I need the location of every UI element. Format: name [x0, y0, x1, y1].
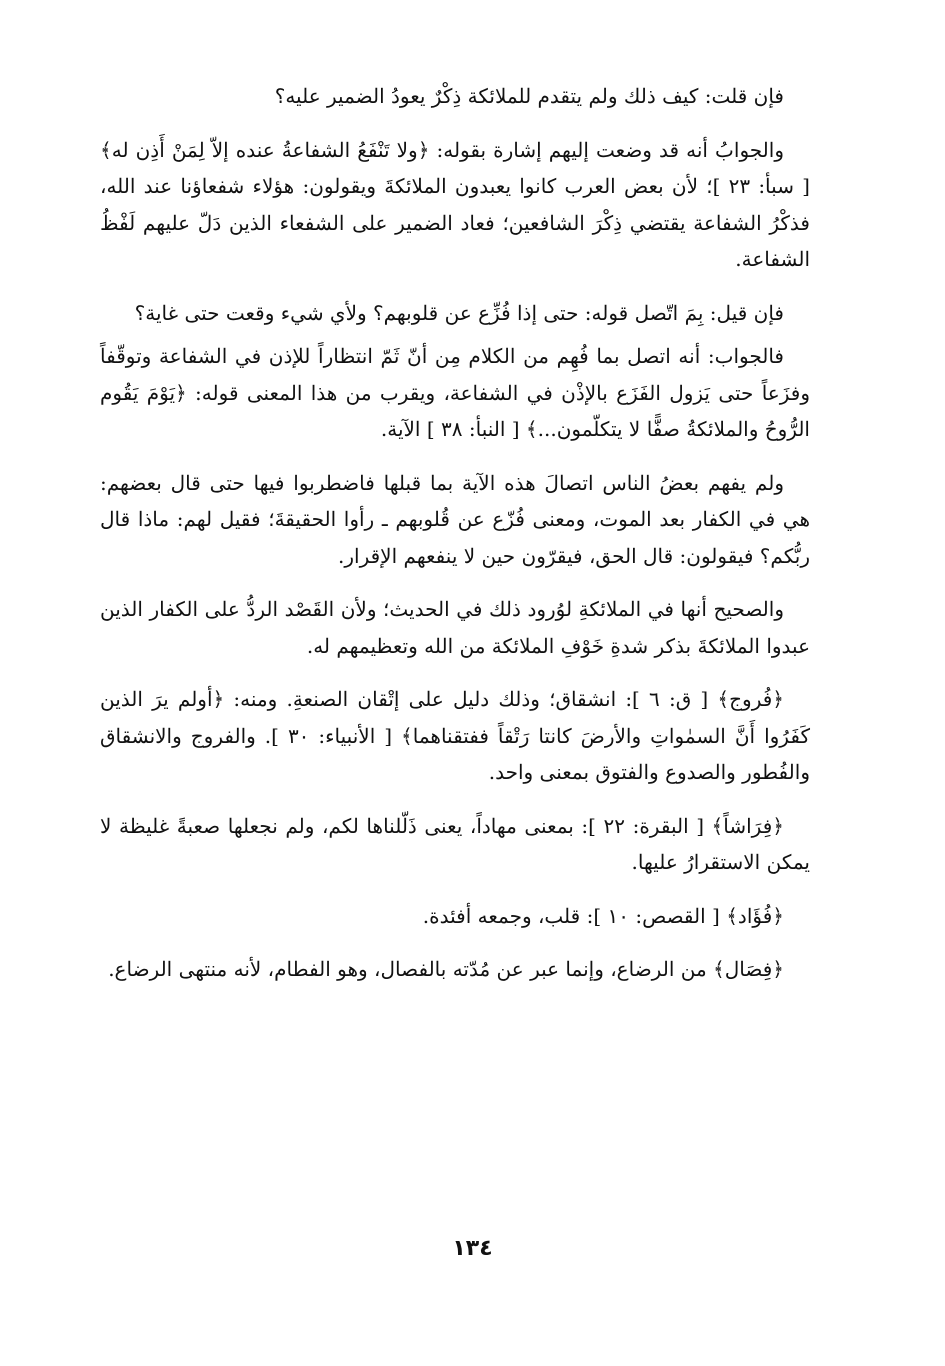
paragraph-correct-view: والصحيح أنها في الملائكةِ لوُرود ذلك في الحديث؛ ولأن القَصْد الردُّ على الكفار الذين عبدوا الملائكةَ بذكر شدةِ خَوْفِ الملائكة من الله وتعظيمهم له. [100, 597, 810, 658]
paragraph-question-angels: فإن قلت: كيف ذلك ولم يتقدم للملائكة ذِكْرٌ يعودُ الضمير عليه؟ [274, 84, 784, 108]
paragraph-misunderstanding: ولم يفهم بعضُ الناس اتصالَ هذه الآية بما قبلها فاضطربوا فيها حتى قال بعضهم: هي في الكفار بعد الموت، ومعنى فُزّع عن قُلوبهم ـ رأوا الحقيقةَ؛ فقيل لهم: ماذا قال ربُّكم؟ فيقولون: قال الحق، فيقرّون حين لا ينفعهم الإقرار. [100, 470, 810, 568]
paragraph-firash: ﴿فِرَاشاً﴾ [ البقرة: ٢٢ ]: بمعنى مهاداً، يعنى ذَلّلناها لكم، ولم نجعلها صعبةً غليظة لا يمكن الاستقرارُ عليها. [100, 813, 810, 874]
page-number: ١٣٤ [452, 1236, 493, 1261]
paragraph-fuad: ﴿فُؤَاد﴾ [ القصص: ١٠ ]: قلب، وجمعه أفئدة. [422, 903, 784, 928]
paragraph-fisal: ﴿فِصَال﴾ من الرضاع، وإنما عبر عن مُدّته بالفصال، وهو الفطام، لأنه منتهى الرضاع. [108, 957, 784, 981]
paragraph-furuj: ﴿فُروج﴾ [ ق: ٦ ]: انشقاق؛ وذلك دليل على إتْقان الصنعةِ. ومنه: ﴿أولم يرَ الذين كَفَرُوا أَنَّ السمٰواتِ والأرضَ كانتا رَتْقاً ففتقناهما﴾ [ الأنبياء: ٣٠ ]. والفروج والانشقاق والفُطور والصدوع والفتوق بمعنى واحد. [100, 687, 810, 784]
paragraph-answer-connection: فالجواب: أنه اتصل بما فُهِم من الكلام مِن أنّ ثَمّ انتظاراً للإذن في الشفاعة وتوقّفاً وفزَعاً حتى يَزول الفَزَع بالإذْن في الشفاعة، ويقرب من هذا المعنى قوله: ﴿يَوْمَ يَقُوم الرُّوحُ والملائكةُ صفًّا لا يتكلّمون...﴾ [ النبأ: ٣٨ ] الآية. [100, 344, 810, 441]
page-body [100, 78, 810, 1005]
paragraph-answer-intercession: والجوابُ أنه قد وضعت إليهم إشارة بقوله: ﴿ولا تَنْفَعُ الشفاعةُ عنده إلاّ لِمَنْ أَذِن له﴾ [ سبأ: ٢٣ ]؛ لأن بعض العرب كانوا يعبدون الملائكةَ ويقولون: هؤلاء شفعاؤنا عند الله، فذكْرُ الشفاعة يقتضي ذِكْرَ الشافعين؛ فعاد الضمير على الشفعاء الذين دَلّ عليهم لَفْظُ الشفاعة. [100, 137, 810, 271]
paragraph-question-connection: فإن قيل: بِمَ اتّصل قوله: حتى إذا فُزِّع عن قلوبهم؟ ولأي شيء وقعت حتى غاية؟ [134, 300, 784, 325]
